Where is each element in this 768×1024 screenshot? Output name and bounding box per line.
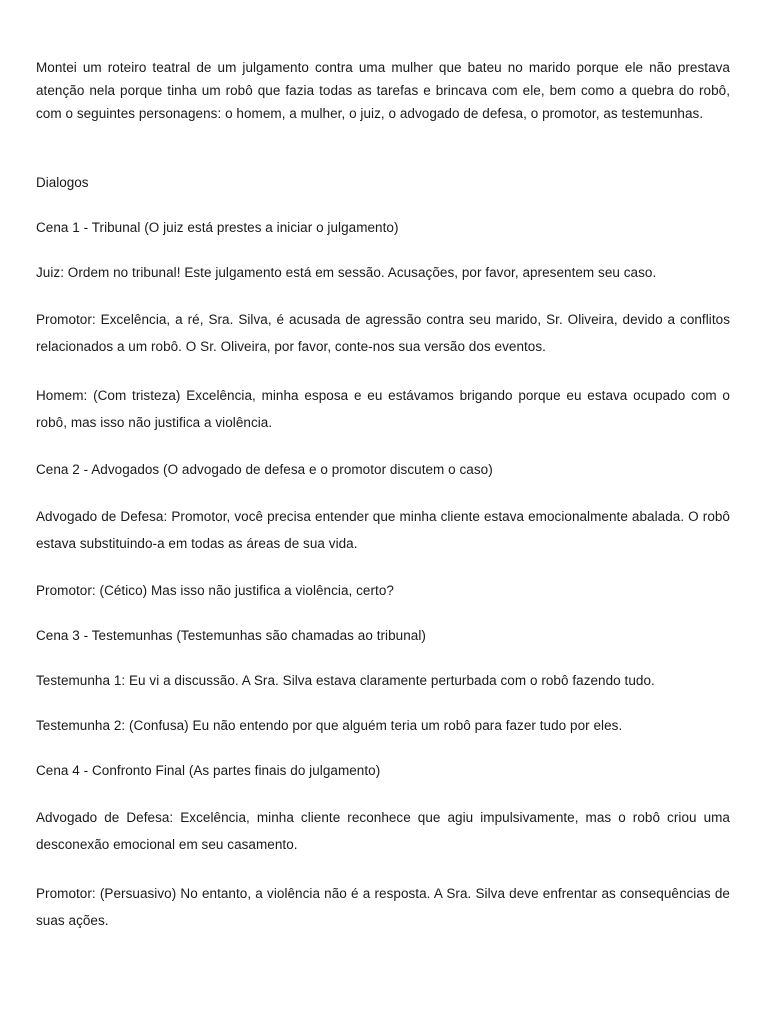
dialogue-line: Promotor: Excelência, a ré, Sra. Silva, é acusada de agressão contra seu marido, Sr. Oliveira, devido a conflitos relacionados a um robô. O Sr. Oliveira, por favor, conte-nos sua versão dos eventos. — [36, 312, 730, 354]
dialogue-line: Juiz: Ordem no tribunal! Este julgamento está em sessão. Acusações, por favor, apresentem seu caso. — [36, 265, 657, 280]
dialogue-line: Advogado de Defesa: Excelência, minha cliente reconhece que agiu impulsivamente, mas o robô criou uma desconexão emocional em seu casamento. — [36, 810, 730, 852]
scene-heading: Cena 2 - Advogados (O advogado de defesa e o promotor discutem o caso) — [36, 462, 493, 477]
dialogue-line: Promotor: (Cético) Mas isso não justifica a violência, certo? — [36, 583, 394, 598]
dialogue-line: Homem: (Com tristeza) Excelência, minha esposa e eu estávamos brigando porque eu estava ocupado com o robô, mas isso não justifica a violência. — [36, 388, 730, 430]
scene-heading: Cena 4 - Confronto Final (As partes finais do julgamento) — [36, 763, 381, 778]
dialogue-line: Testemunha 2: (Confusa) Eu não entendo por que alguém teria um robô para fazer tudo por eles. — [36, 718, 623, 733]
dialogue-line: Testemunha 1: Eu vi a discussão. A Sra. Silva estava claramente perturbada com o robô fazendo tudo. — [36, 673, 655, 688]
scene-heading: Cena 3 - Testemunhas (Testemunhas são chamadas ao tribunal) — [36, 628, 426, 643]
dialogue-line: Advogado de Defesa: Promotor, você precisa entender que minha cliente estava emocionalmente abalada. O robô estava substituindo-a em todas as áreas de sua vida. — [36, 509, 730, 551]
scene-heading: Cena 1 - Tribunal (O juiz está prestes a iniciar o julgamento) — [36, 220, 399, 235]
dialogue-line: Promotor: (Persuasivo) No entanto, a violência não é a resposta. A Sra. Silva deve enfrentar as consequências de suas ações. — [36, 886, 730, 928]
section-heading-dialogos: Dialogos — [36, 175, 89, 190]
intro-paragraph: Montei um roteiro teatral de um julgamento contra uma mulher que bateu no marido porque ele não prestava atenção nela porque tinha um robô que fazia todas as tarefas e brincava com ele, bem como a quebra do robô, com o seguintes personagens: o homem, a mulher, o juiz, o advogado de defesa, o promotor, as testemunhas. — [36, 60, 730, 121]
dialogue-list — [36, 216, 730, 934]
